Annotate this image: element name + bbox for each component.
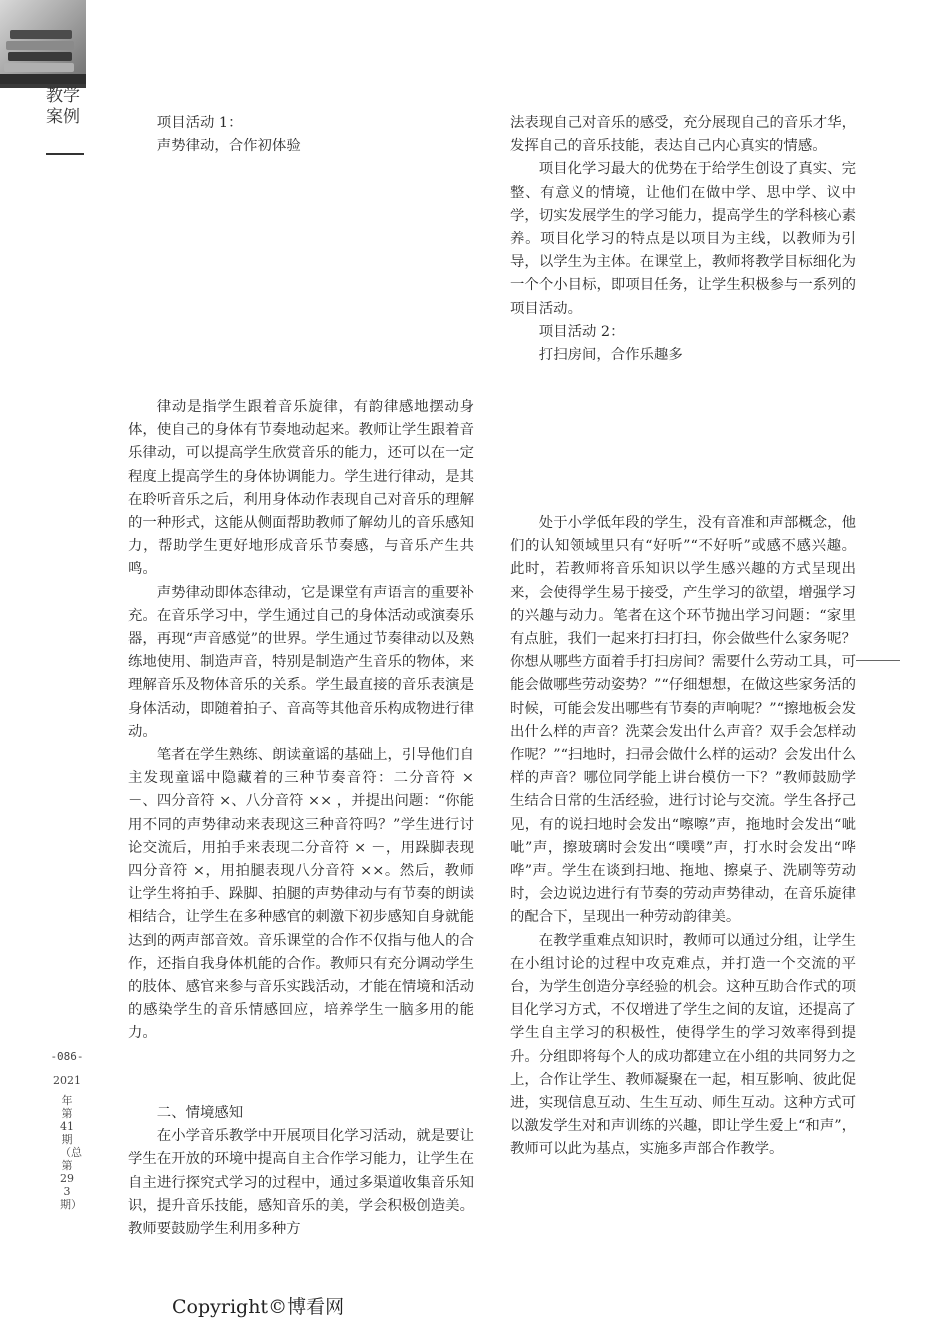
paragraph: 笔者在学生熟练、朗读童谣的基础上，引导他们自主发现童谣中隐藏着的三种节奏音符：二分音符 × －、四分音符 ×、八分音符 ×× ，并提出问题：“你能用不同的声势律动来表现这三种音符吗？”学生进行讨论交流后，用拍手来表现二分音符 × －，用跺脚表现四分音符 ×，用拍腿表现八分音符 ××。然后，教师让学生将拍手、跺脚、拍腿的声势律动与有节奏的朗读相结合，让学生在多种感官的刺激下初步感知自身就能达到的两声部音效。音乐课堂的合作不仅指与他人的合作，还指自我身体机能的合作。教师只有充分调动学生的肢体、感官来参与音乐实践活动，才能在情境和活动的感染学生的音乐情感回应，培养学生一脑多用的能力。 (128, 747, 474, 1042)
paragraph: 法表现自己对音乐的感受，充分展现自己的音乐才华，发挥自己的音乐技能，表达自己内心真实的情感。 (510, 115, 856, 155)
activity2-title: 项目活动 2： (538, 323, 625, 340)
paragraph: 项目化学习最大的优势在于给学生创设了真实、完整、有意义的情境，让他们在做中学、思中学、议中学，切实发展学生的学习能力，提高学生的学科核心素养。项目化学习的特点是以项目为主线，以教师为引导，以学生为主体。在课堂上，教师将教学目标细化为一个个小目标，即项目任务，让学生积极参与一系列的项目活动。 (510, 161, 856, 317)
activity2-subtitle: 打扫房间，合作乐趣多 (538, 347, 683, 364)
right-column-body (510, 512, 856, 1162)
header-photo (0, 0, 86, 84)
book-image (4, 63, 74, 72)
book-image (6, 41, 74, 50)
issue-info: 年第41期（总第293期） (60, 1094, 82, 1211)
paragraph: 声势律动即体态律动，它是课堂有声语言的重要补充。在音乐学习中，学生通过自己的身体活动或演奏乐器，再现“声音感觉”的世界。学生通过节奏律动以及熟练地使用、制造声音，特别是制造产生音乐的物体，来理解音乐及物体音乐的关系。学生最直接的音乐表演是身体活动，即随着拍子、音高等其他音乐构成物进行律动。 (128, 584, 474, 740)
paragraph: 在小学音乐教学中开展项目化学习活动，就是要让学生在开放的环境中提高自主合作学习能力，让学生在自主进行探究式学习的过程中，通过多渠道收集音乐知识，提升音乐技能，感知音乐的美，学会积极创造美。教师要鼓励学生利用多种方 (128, 1128, 474, 1238)
activity1-subtitle: 声势律动，合作初体验 (156, 138, 301, 155)
left-column-body (128, 396, 474, 1046)
paragraph: 处于小学低年段的学生，没有音准和声部概念，他们的认知领域里只有“好听”“不好听”或感不感兴趣。此时，若教师将音乐知识以学生感兴趣的方式呈现出来，会使得学生易于接受，产生学习的欲望，增强学习的兴趣与动力。笔者在这个环节抛出学习问题：“家里有点脏，我们一起来打扫打扫，你会做些什么家务呢？你想从哪些方面着手打扫房间？需要什么劳动工具，可能会做哪些劳动姿势？”“仔细想想，在做这些家务活的时候，可能会发出哪些有节奏的声响呢？”“擦地板会发出什么样的声音？洗菜会发出什么声音？双手会怎样动作呢？”“扫地时，扫帚会做什么样的运动？会发出什么样的声音？哪位同学能上讲台模仿一下？”教师鼓励学生结合日常的生活经验，进行讨论与交流。学生各抒己见，有的说扫地时会发出“嚓嚓”声，拖地时会发出“呲呲”声，擦玻璃时会发出“噗噗”声，打水时会发出“哗哗”声。学生在谈到扫地、拖地、擦桌子、洗刷等劳动时，会边说边进行有节奏的劳动声势律动，在音乐旋律的配合下，呈现出一种劳动韵律美。 (510, 515, 856, 926)
book-image (10, 30, 72, 39)
paragraph: 在教学重难点知识时，教师可以通过分组，让学生在小组讨论的过程中攻克难点，并打造一个交流的平台，为学生创造分享经验的机会。这种互助合作式的项目化学习方式，不仅增进了学生之间的友谊，还提高了学生自主学习的积极性，使得学生的学习效率得到提升。分组即将每个人的成功都建立在小组的共同努力之上，合作让学生、教师凝聚在一起，相互影响、彼此促进，实现信息互动、生生互动、师生互动。这种方式可以激发学生对和声训练的兴趣，即让学生爱上“和声”，教师可以此为基点，实施多声部合作教学。 (510, 932, 856, 1158)
book-image (8, 52, 72, 61)
book-base (0, 74, 86, 84)
page-info (47, 1050, 87, 1211)
left-column-top (128, 112, 474, 158)
section-tag: 教学案例 (46, 86, 80, 127)
right-column-top (510, 112, 856, 367)
page-number: -086- (50, 1050, 84, 1063)
paragraph: 律动是指学生跟着音乐旋律，有韵律感地摆动身体，使自己的身体有节奏地动起来。教师让学生跟着音乐律动，可以提高学生欣赏音乐的能力，还可以在一定程度上提高学生的身体协调能力。学生进行律动，是其在聆听音乐之后，利用身体动作表现自己对音乐的理解的一种形式，这能从侧面帮助教师了解幼儿的音乐感知力，帮助学生更好地形成音乐节奏感，与音乐产生共鸣。 (128, 399, 474, 578)
section2-title: 二、情境感知 (156, 1105, 244, 1121)
copyright: Copyright©博看网 (172, 1296, 345, 1318)
margin-rule (856, 660, 900, 661)
issue-year: 2021 (53, 1074, 81, 1087)
left-column-section2 (128, 1102, 474, 1241)
activity1-title: 项目活动 1： (156, 115, 243, 131)
section-divider (46, 153, 84, 155)
